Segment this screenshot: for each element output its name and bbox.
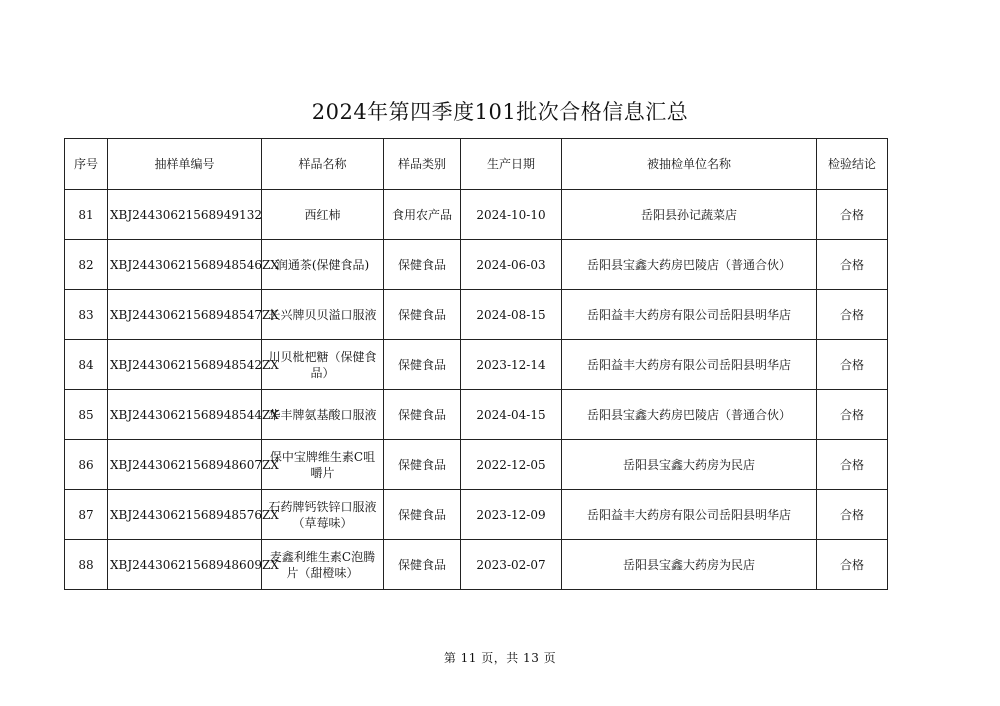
cell-sample-category: 保健食品 [384,290,461,340]
table-row [65,290,888,340]
cell-sample-name: 麦鑫利维生素C泡腾片（甜橙味） [262,540,384,590]
cell-production-date: 2023-12-14 [461,340,562,390]
cell-production-date: 2024-08-15 [461,290,562,340]
header-row [65,139,888,190]
cell-sample-number: XBJ24430621568948609ZX [108,540,262,590]
cell-inspected-unit: 岳阳益丰大药房有限公司岳阳县明华店 [562,340,817,390]
cell-production-date: 2023-12-09 [461,490,562,540]
cell-inspected-unit: 岳阳县孙记蔬菜店 [562,190,817,240]
column-header-conclusion: 检验结论 [817,139,888,190]
column-header-sample-number: 抽样单编号 [108,139,262,190]
cell-inspected-unit: 岳阳县宝鑫大药房为民店 [562,540,817,590]
cell-inspected-unit: 岳阳县宝鑫大药房为民店 [562,440,817,490]
cell-sample-number: XBJ24430621568948607ZX [108,440,262,490]
table-row [65,240,888,290]
cell-sample-number: XBJ24430621568948542ZX [108,340,262,390]
cell-sample-category: 食用农产品 [384,190,461,240]
cell-index: 82 [65,240,108,290]
cell-production-date: 2023-02-07 [461,540,562,590]
cell-conclusion: 合格 [817,340,888,390]
cell-index: 85 [65,390,108,440]
cell-sample-category: 保健食品 [384,340,461,390]
cell-inspected-unit: 岳阳县宝鑫大药房巴陵店（普通合伙） [562,390,817,440]
cell-sample-name: 润通茶(保健食品) [262,240,384,290]
cell-conclusion: 合格 [817,190,888,240]
cell-sample-name: 华丰牌氨基酸口服液 [262,390,384,440]
cell-inspected-unit: 岳阳益丰大药房有限公司岳阳县明华店 [562,490,817,540]
page-footer: 第 11 页，共 13 页 [443,651,557,665]
cell-conclusion: 合格 [817,540,888,590]
cell-conclusion: 合格 [817,390,888,440]
cell-conclusion: 合格 [817,290,888,340]
column-header-sample-category: 样品类别 [384,139,461,190]
cell-index: 87 [65,490,108,540]
table-row [65,540,888,590]
cell-inspected-unit: 岳阳益丰大药房有限公司岳阳县明华店 [562,290,817,340]
cell-sample-name: 石药牌钙铁锌口服液（草莓味） [262,490,384,540]
cell-sample-number: XBJ24430621568948547ZX [108,290,262,340]
column-header-inspected-unit: 被抽检单位名称 [562,139,817,190]
cell-production-date: 2024-10-10 [461,190,562,240]
cell-sample-number: XBJ24430621568948576ZX [108,490,262,540]
cell-sample-number: XBJ24430621568948544ZX [108,390,262,440]
cell-sample-category: 保健食品 [384,390,461,440]
cell-conclusion: 合格 [817,490,888,540]
cell-index: 81 [65,190,108,240]
table-row [65,190,888,240]
cell-conclusion: 合格 [817,440,888,490]
cell-index: 83 [65,290,108,340]
cell-sample-name: 川贝枇杷糖（保健食品） [262,340,384,390]
cell-sample-category: 保健食品 [384,490,461,540]
cell-production-date: 2022-12-05 [461,440,562,490]
cell-conclusion: 合格 [817,240,888,290]
cell-sample-name: 保中宝牌维生素C咀嚼片 [262,440,384,490]
cell-index: 88 [65,540,108,590]
column-header-production-date: 生产日期 [461,139,562,190]
cell-production-date: 2024-06-03 [461,240,562,290]
document-title: 2024年第四季度101批次合格信息汇总 [311,100,689,124]
cell-index: 86 [65,440,108,490]
cell-sample-number: XBJ24430621568948546ZX [108,240,262,290]
table-row [65,340,888,390]
cell-index: 84 [65,340,108,390]
column-header-sample-name: 样品名称 [262,139,384,190]
cell-sample-category: 保健食品 [384,440,461,490]
cell-sample-category: 保健食品 [384,540,461,590]
cell-sample-number: XBJ24430621568949132 [108,190,262,240]
cell-sample-category: 保健食品 [384,240,461,290]
table-row [65,390,888,440]
table-row [65,440,888,490]
results-table [64,138,888,590]
table-row [65,490,888,540]
cell-sample-name: 西红柿 [262,190,384,240]
cell-inspected-unit: 岳阳县宝鑫大药房巴陵店（普通合伙） [562,240,817,290]
cell-production-date: 2024-04-15 [461,390,562,440]
column-header-index: 序号 [65,139,108,190]
cell-sample-name: 长兴牌贝贝溢口服液 [262,290,384,340]
